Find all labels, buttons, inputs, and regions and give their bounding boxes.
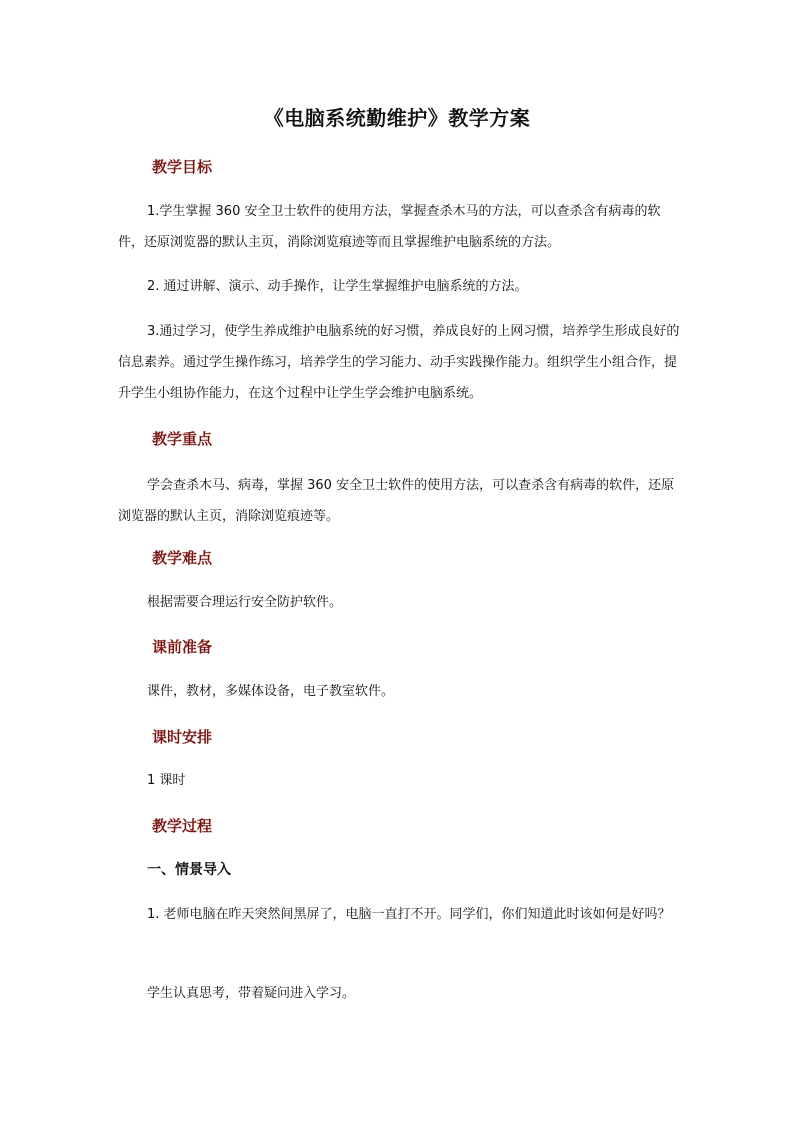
- section-heading-preparation: 课前准备: [152, 638, 213, 656]
- difficulties-paragraph: 根据需要合理运行安全防护软件。: [147, 595, 343, 610]
- document-title: 《电脑系统勤维护》教学方案: [263, 106, 531, 130]
- section-heading-difficulties: 教学难点: [152, 549, 213, 567]
- goals-paragraph-1: 1.学生掌握 360 安全卫士软件的使用方法，掌握查杀木马的方法，可以查杀含有病毒的软件，还原浏览器的默认主页，消除浏览痕迹等而且掌握维护电脑系统的方法。: [118, 204, 661, 250]
- preparation-paragraph: 课件，教材，多媒体设备，电子教室软件。: [147, 684, 395, 699]
- section-heading-process: 教学过程: [152, 817, 213, 835]
- key-points-paragraph: 学会查杀木马、病毒，掌握 360 安全卫士软件的使用方法，可以查杀含有病毒的软件，还原浏览器的默认主页，消除浏览痕迹等。: [118, 478, 675, 524]
- goals-paragraph-3: 3.通过学习，使学生养成维护电脑系统的好习惯，养成良好的上网习惯，培养学生形成良好的信息素养。通过学生操作练习，培养学生的学习能力、动手实践操作能力。组织学生小组合作，提升学生小组协作能力，在这个过程中让学生学会维护电脑系统。: [118, 324, 680, 401]
- process-paragraph-1: 1. 老师电脑在昨天突然间黑屏了，电脑一直打不开。同学们，你们知道此时该如何是好吗？: [147, 907, 671, 922]
- section-heading-key-points: 教学重点: [152, 430, 213, 448]
- section-heading-schedule: 课时安排: [152, 728, 213, 746]
- section-heading-goals: 教学目标: [152, 158, 213, 176]
- schedule-paragraph: 1 课时: [147, 773, 186, 788]
- goals-paragraph-2: 2. 通过讲解、演示、动手操作，让学生掌握维护电脑系统的方法。: [147, 279, 528, 294]
- process-subheading-intro: 一、情景导入: [147, 862, 231, 878]
- process-paragraph-2: 学生认真思考，带着疑问进入学习。: [147, 986, 356, 1001]
